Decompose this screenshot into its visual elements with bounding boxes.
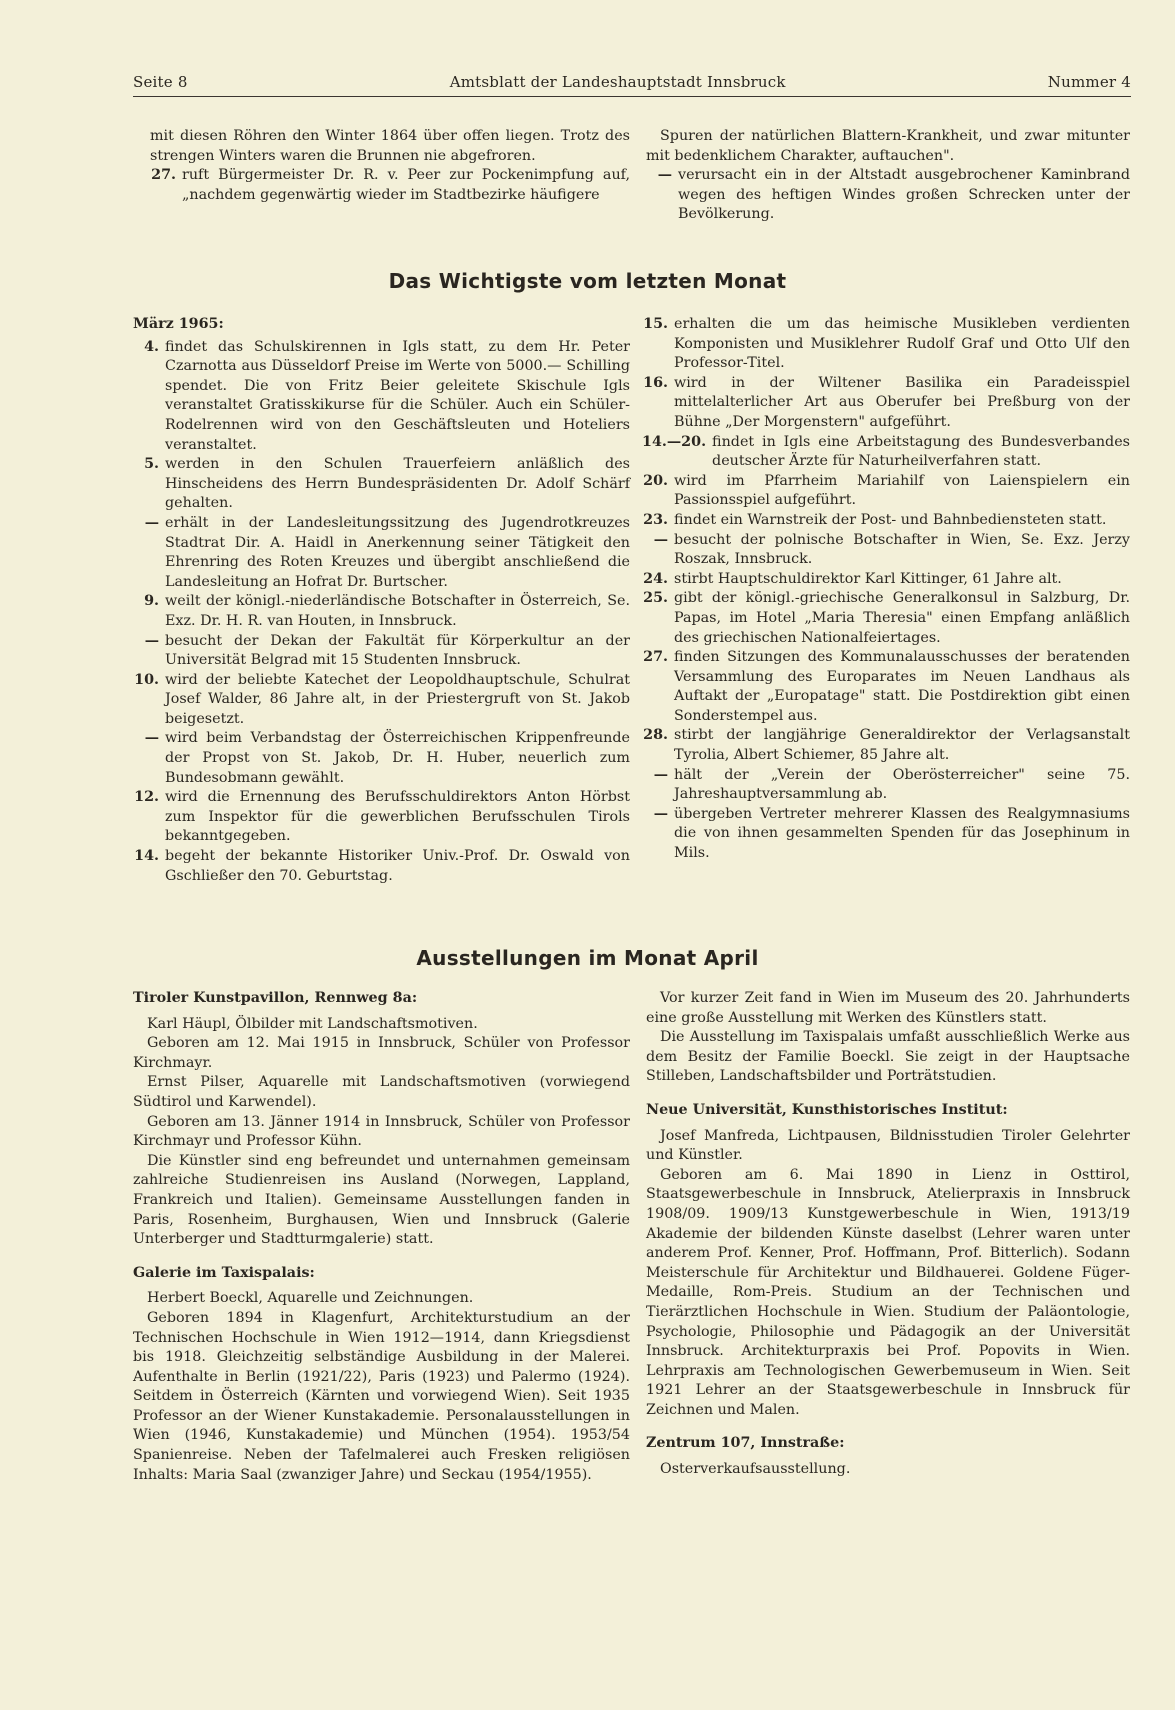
chronicle-entry (642, 570, 1130, 590)
entry-text: weilt der königl.-niederländische Botschafter in Österreich, Se. Exz. Dr. H. R. van Houten, in Innsbruck. (165, 593, 630, 629)
month-heading: März 1965: (133, 316, 224, 332)
entry-date: 14.—20. (642, 433, 707, 450)
chronicle-entry (642, 726, 1130, 765)
chronicle-left-column (133, 315, 630, 886)
entry-date: 9. (144, 593, 159, 610)
text-paragraph: mit diesen Röhren den Winter 1864 über offen liegen. Trotz des strengen Winters waren die Brunnen nie abgefroren. (150, 128, 630, 164)
entry-date: 15. (643, 316, 668, 332)
text-paragraph: Osterverkaufsausstellung. (660, 1461, 851, 1478)
entry-date: 25. (643, 590, 668, 607)
entry-text: findet das Schulskirennen in Igls statt, zu dem Hr. Peter Czarnotta aus Düsseldorf Preise im Werte von 5000.— Schilling spendet. Die von Fritz Beier geleitete Skischule Igls veranstaltet Gratisskikurse für die Schüler. Auch ein Schüler-Rodelrennen wird von den Geschäftsleuten und Hoteliers veranstaltet. (165, 338, 630, 453)
chronicle-entry (133, 671, 630, 730)
top-right-column (646, 127, 1130, 225)
venue-heading: Zentrum 107, Innstraße: (646, 1435, 845, 1452)
chronicle-entry (642, 589, 1130, 648)
chronicle-entry (642, 766, 1130, 805)
entry-date: 4. (144, 338, 159, 355)
entry-date: — (657, 167, 672, 184)
chronicle-entry (642, 472, 1130, 511)
text-paragraph: Geboren am 13. Jänner 1914 in Innsbruck, Schüler von Professor Kirchmayr und Professor Kühn. (133, 1113, 630, 1150)
header-rule (133, 96, 1131, 97)
entry-text: hält der „Verein der Oberösterreicher" seine 75. Jahreshauptversammlung ab. (674, 766, 1130, 803)
chronicle-entry (133, 729, 630, 788)
chronicle-right-column (642, 315, 1130, 864)
entry-text: besucht der polnische Botschafter in Wien, Se. Exz. Jerzy Roszak, Innsbruck. (674, 531, 1130, 568)
entry-date: — (653, 531, 668, 548)
entry-text: gibt der königl.-griechische Generalkonsul in Salzburg, Dr. Papas, im Hotel „Maria Theresia" einen Empfang anläßlich des griechischen Nationalfeiertages. (674, 590, 1130, 646)
entry-text: begeht der bekannte Historiker Univ.-Prof. Dr. Oswald von Gschließer den 70. Geburtstag. (165, 848, 630, 884)
entry-date: 10. (134, 671, 159, 688)
exhibitions-left-column (133, 989, 630, 1485)
entry-text: findet ein Warnstreik der Post- und Bahnbediensteten statt. (674, 511, 1107, 528)
entry-date: — (144, 514, 159, 531)
entry-text: verursacht ein in der Altstadt ausgebrochener Kaminbrand wegen des heftigen Windes großen Schrecken unter der Bevölkerung. (678, 167, 1130, 223)
chronicle-entry (133, 455, 630, 514)
text-paragraph: Geboren am 6. Mai 1890 in Lienz in Osttirol, Staatsgewerbeschule in Innsbruck, Atelierpraxis in Innsbruck 1908/09. 1909/13 Kunstgewerbeschule in Wien, 1913/19 Akademie der bildenden Künste daselbst (Lehrer waren unter anderem Prof. Kenner, Prof. Hoffmann, Prof. Bitterlich). Sodann Meisterschule für Architektur und Bildhauerei. Goldene Füger-Medaille, Rom-Preis. Studium an der Technischen und Tierärztlichen Hochschule in Wien. Studium der Paläontologie, Psychologie, Philosophie und Pädagogik an der Universität Innsbruck. Architekturpraxis bei Prof. Popovits in Wien. Lehrpraxis am Technologischen Gewerbemuseum in Wien. Seit 1921 Lehrer an der Staatsgewerbeschule in Innsbruck für Zeichnen und Malen. (646, 1166, 1130, 1418)
text-paragraph: Ernst Pilser, Aquarelle mit Landschaftsmotiven (vorwiegend Südtirol und Karwendel). (133, 1074, 630, 1110)
entry-text: ruft Bürgermeister Dr. R. v. Peer zur Pockenimpfung auf, „nachdem gegenwärtig wieder im Stadtbezirke häufigere (182, 167, 630, 203)
chronicle-entry (150, 166, 630, 205)
entry-date: — (144, 632, 159, 649)
text-paragraph: Vor kurzer Zeit fand in Wien im Museum des 20. Jahrhunderts eine große Ausstellung mit Werken des Künstlers statt. (646, 990, 1130, 1026)
entry-text: übergeben Vertreter mehrerer Klassen des Realgymnasiums die von ihnen gesammelten Spenden für das Josephinum in Mils. (674, 805, 1130, 862)
entry-date: 27. (643, 649, 668, 666)
chronicle-entry (642, 531, 1130, 570)
chronicle-entry (642, 805, 1130, 864)
chronicle-entry (133, 338, 630, 456)
section-title-ausstellungen: Ausstellungen im Monat April (416, 946, 759, 970)
entry-date: 16. (643, 374, 668, 391)
entry-date: — (144, 730, 159, 747)
text-paragraph: Geboren am 12. Mai 1915 in Innsbruck, Schüler von Professor Kirchmayr. (133, 1035, 630, 1071)
entry-date: — (653, 805, 668, 822)
entry-date: 20. (643, 472, 668, 489)
text-paragraph: Karl Häupl, Ölbilder mit Landschaftsmotiven. (147, 1015, 478, 1032)
publication-title: Amtsblatt der Landeshauptstadt Innsbruck (449, 73, 786, 91)
text-paragraph: Geboren 1894 in Klagenfurt, Architekturstudium an der Technischen Hochschule in Wien 1912—1914, dann Kriegsdienst bis 1918. Gleichzeitig selbständige Ausbildung in der Malerei. Aufenthalte in Berlin (1921/22), Paris (1923) und Palermo (1924). Seitdem in Österreich (Kärnten und vorwiegend Wien). Seit 1935 Professor an der Wiener Kunstakademie. Personalausstellungen in Wien (1946, Kunstakademie) und München (1954). 1953/54 Spanienreise. Neben der Tafelmalerei auch Fresken religiösen Inhalts: Maria Saal (zwanziger Jahre) und Seckau (1954/1955). (133, 1309, 630, 1483)
text-paragraph: Herbert Boeckl, Aquarelle und Zeichnungen. (147, 1290, 474, 1307)
text-paragraph: Spuren der natürlichen Blattern-Krankheit, und zwar mitunter mit bedenklichem Charakter, auftauchen". (646, 128, 1130, 164)
chronicle-entry (642, 374, 1130, 433)
entry-date: 27. (151, 167, 176, 184)
entry-date: 23. (643, 511, 668, 528)
exhibitions-right-column (646, 989, 1130, 1480)
chronicle-entry (642, 648, 1130, 726)
text-paragraph: Die Ausstellung im Taxispalais umfaßt ausschließlich Werke aus dem Besitz der Familie Boeckl. Sie zeigt in der Hauptsache Stilleben, Landschaftsbilder und Porträtstudien. (646, 1029, 1130, 1085)
entry-date: 14. (134, 848, 159, 865)
entry-text: stirbt der langjährige Generaldirektor der Verlagsanstalt Tyrolia, Albert Schiemer, 85 Jahre alt. (674, 727, 1130, 764)
entry-text: findet in Igls eine Arbeitstagung des Bundesverbandes deutscher Ärzte für Naturheilverfahren statt. (712, 433, 1130, 470)
text-paragraph: Josef Manfreda, Lichtpausen, Bildnisstudien Tiroler Gelehrter und Künstler. (646, 1127, 1130, 1164)
venue-heading: Galerie im Taxispalais: (133, 1264, 315, 1281)
entry-text: wird der beliebte Katechet der Leopoldhauptschule, Schulrat Josef Walder, 86 Jahre alt, in der Priestergruft von St. Jakob beigesetzt. (165, 671, 630, 727)
page-number: Seite 8 (133, 73, 188, 91)
chronicle-entry (133, 514, 630, 592)
entry-text: stirbt Hauptschuldirektor Karl Kittinger, 61 Jahre alt. (674, 570, 1062, 587)
entry-text: finden Sitzungen des Kommunalausschusses der beratenden Versammlung des Europarates im Neuen Landhaus als Auftakt der „Europatage" statt. Die Postdirektion gibt einen Sonderstempel aus. (674, 649, 1130, 724)
entry-text: wird im Pfarrheim Mariahilf von Laienspielern ein Passionsspiel aufgeführt. (674, 472, 1130, 509)
entry-text: erhalten die um das heimische Musikleben verdienten Komponisten und Musiklehrer Rudolf Graf und Otto Ulf den Professor-Titel. (674, 316, 1130, 372)
chronicle-entry (642, 511, 1130, 531)
venue-heading: Neue Universität, Kunsthistorisches Institut: (646, 1101, 1008, 1118)
entry-date: 12. (134, 789, 159, 806)
entry-date: — (653, 766, 668, 783)
entry-date: 24. (643, 570, 668, 587)
text-paragraph: Die Künstler sind eng befreundet und unternahmen gemeinsam zahlreiche Studienreisen ins Ausland (Norwegen, Lappland, Frankreich und Italien). Gemeinsame Ausstellungen fanden in Paris, Rosenheim, Burghausen, Wien und Innsbruck (Galerie Unterberger und Stadtturmgalerie) statt. (133, 1152, 630, 1248)
chronicle-entry (642, 315, 1130, 374)
entry-date: 5. (144, 456, 159, 473)
chronicle-entry (133, 788, 630, 847)
chronicle-entry (133, 592, 630, 631)
page-header (133, 73, 1131, 91)
entry-text: wird in der Wiltener Basilika ein Paradeisspiel mittelalterlicher Art aus Oberufer bei Preßburg von der Bühne „Der Morgenstern" aufgeführt. (674, 374, 1130, 430)
issue-number: Nummer 4 (1047, 73, 1131, 91)
chronicle-entry (133, 847, 630, 886)
chronicle-entry (642, 433, 1130, 472)
entry-text: besucht der Dekan der Fakultät für Körperkultur an der Universität Belgrad mit 15 Studenten Innsbruck. (165, 632, 630, 669)
venue-heading: Tiroler Kunstpavillon, Rennweg 8a: (133, 990, 418, 1006)
entry-text: erhält in der Landesleitungssitzung des Jugendrotkreuzes Stadtrat Dir. A. Haidl in Anerkennung seiner Tätigkeit den Ehrenring des Roten Kreuzes und übergibt anschließend die Landesleitung an Hofrat Dr. Burtscher. (165, 514, 630, 590)
entry-text: werden in den Schulen Trauerfeiern anläßlich des Hinscheidens des Herrn Bundespräsidenten Dr. Adolf Schärf gehalten. (165, 456, 630, 512)
entry-text: wird die Ernennung des Berufsschuldirektors Anton Hörbst zum Inspektor für die gewerblichen Berufsschulen Tirols bekanntgegeben. (165, 789, 630, 845)
entry-text: wird beim Verbandstag der Österreichischen Krippenfreunde der Propst von St. Jakob, Dr. H. Huber, neuerlich zum Bundesobmann gewählt. (165, 730, 630, 786)
section-title-wichtigste: Das Wichtigste vom letzten Monat (388, 269, 787, 293)
top-left-column (150, 127, 630, 205)
chronicle-entry (646, 166, 1130, 225)
chronicle-entry (133, 632, 630, 671)
entry-date: 28. (643, 727, 668, 744)
